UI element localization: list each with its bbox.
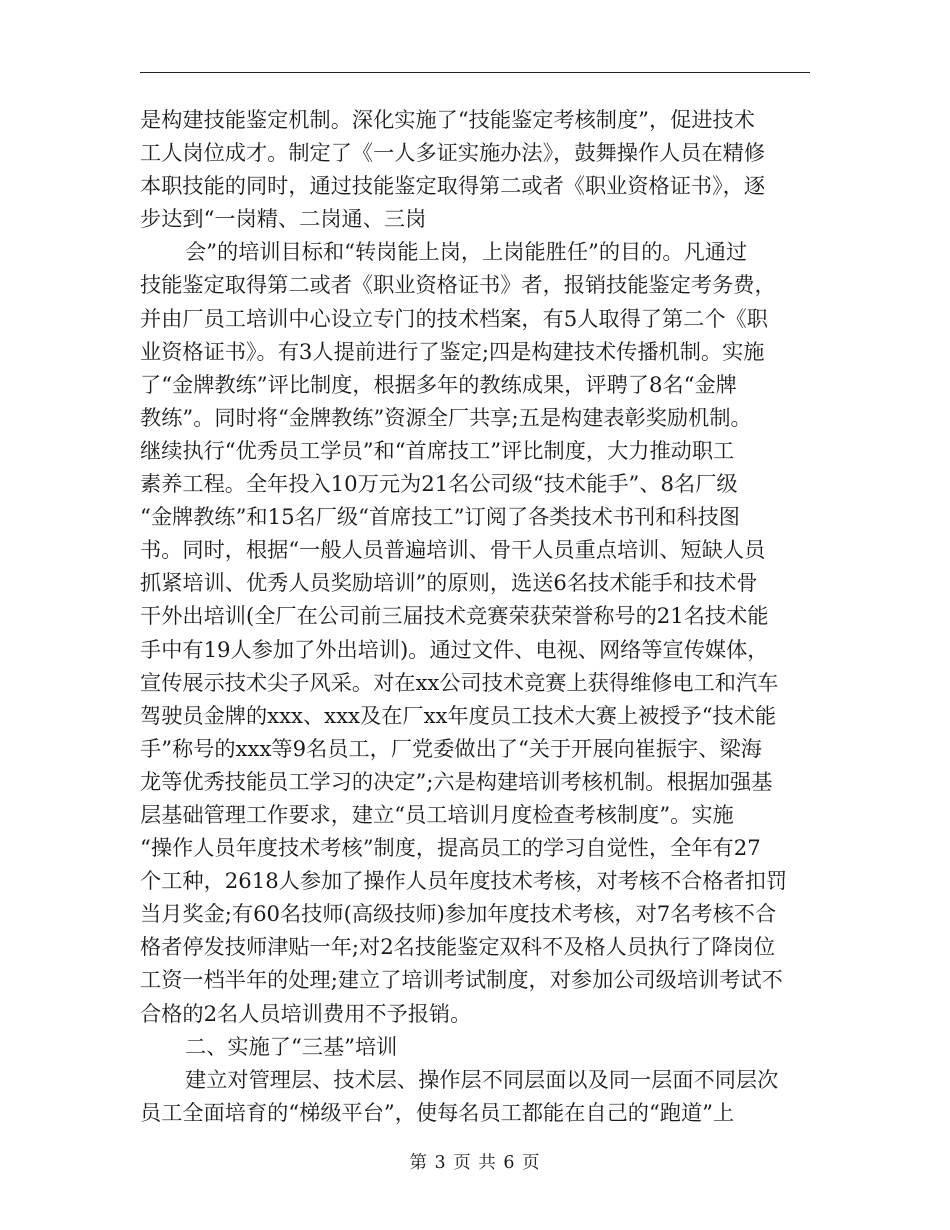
text-line: 抓紧培训、优秀人员奖励培训”的原则，选送6名技术能手和技术骨 (140, 570, 758, 596)
text-line: 教练”。同时将“金牌教练”资源全厂共享;五是构建表彰奖励机制。 (140, 404, 752, 430)
text-line: 并由厂员工培训中心设立专门的技术档案，有5人取得了第二个《职 (140, 305, 768, 331)
text-line: 层基础管理工作要求，建立“员工培训月度检查考核制度”。实施 (140, 801, 734, 827)
text-line: 继续执行“优秀员工学员”和“首席技工”评比制度，大力推动职工 (140, 437, 735, 463)
text-line: 本职技能的同时，通过技能鉴定取得第二或者《职业资格证书》，逐 (140, 173, 766, 199)
text-line: “操作人员年度技术考核”制度，提高员工的学习自觉性，全年有27 (140, 835, 761, 861)
text-line: 是构建技能鉴定机制。深化实施了“技能鉴定考核制度”，促进技术 (140, 107, 755, 132)
text-line: 书。同时，根据“一般人员普遍培训、骨干人员重点培训、短缺人员 (140, 537, 766, 563)
text-line: 技能鉴定取得第二或者《职业资格证书》者，报销技能鉴定考务费， (140, 272, 776, 298)
page-number-label: 第 3 页 共 6 页 (409, 1153, 541, 1173)
text-line: 手”称号的xxx等9名员工，厂党委做出了“关于开展向崔振宇、梁海 (140, 735, 762, 761)
text-line: 了“金牌教练”评比制度，根据多年的教练成果，评聘了8名“金牌 (140, 371, 737, 397)
text-line: 驾驶员金牌的xxx、xxx及在厂xx年度员工技术大赛上被授予“技术能 (140, 702, 777, 728)
text-line: 当月奖金;有60名技师(高级技师)参加年度技术考核，对7名考核不合 (140, 901, 777, 927)
text-line: 宣传展示技术尖子风采。对在xx公司技术竞赛上获得维修电工和汽车 (140, 669, 779, 695)
text-line: 二、实施了“三基”培训 (185, 1033, 398, 1059)
page-footer (0, 1151, 950, 1175)
text-line: 步达到“一岗精、二岗通、三岗 (140, 206, 427, 232)
text-line: 工资一档半年的处理;建立了培训考试制度，对参加公司级培训考试不 (140, 967, 783, 993)
text-line: 会”的培训目标和“转岗能上岗，上岗能胜任”的目的。凡通过 (185, 239, 748, 265)
text-line: “金牌教练”和15名厂级“首席技工”订阅了各类技术书刊和科技图 (140, 504, 740, 530)
body-text (140, 103, 810, 1129)
text-line: 个工种，2618人参加了操作人员年度技术考核，对考核不合格者扣罚 (140, 868, 788, 894)
text-line: 素养工程。全年投入10万元为21名公司级“技术能手”、8名厂级 (140, 471, 738, 497)
text-line: 格者停发技师津贴一年;对2名技能鉴定双科不及格人员执行了降岗位 (140, 934, 776, 960)
text-line: 龙等优秀技能员工学习的决定”;六是构建培训考核机制。根据加强基 (140, 768, 773, 794)
header-rule (140, 72, 810, 73)
text-line: 干外出培训(全厂在公司前三届技术竞赛荣获荣誉称号的21名技术能 (140, 603, 769, 629)
text-line: 员工全面培育的“梯级平台”，使每名员工都能在自己的“跑道”上 (140, 1099, 735, 1125)
text-line: 手中有19人参加了外出培训)。通过文件、电视、网络等宣传媒体， (140, 636, 769, 662)
text-line: 建立对管理层、技术层、操作层不同层面以及同一层面不同层次 (185, 1066, 779, 1092)
text-line: 业资格证书》。有3人提前进行了鉴定;四是构建技术传播机制。实施 (140, 338, 765, 364)
text-line: 工人岗位成才。制定了《一人多证实施办法》，鼓舞操作人员在精修 (140, 140, 766, 166)
text-line: 合格的2名人员培训费用不予报销。 (140, 1000, 472, 1026)
